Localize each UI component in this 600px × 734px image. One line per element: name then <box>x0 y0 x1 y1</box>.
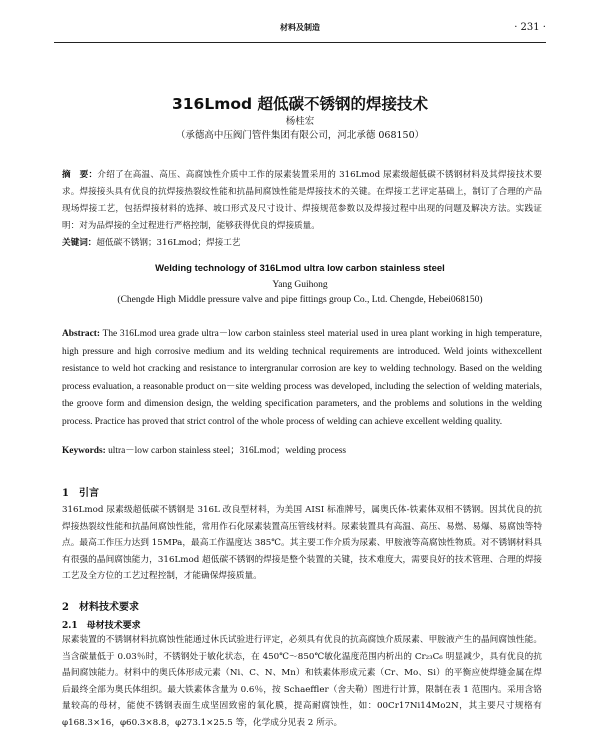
journal-section-title: 材料及制造 <box>280 23 320 32</box>
chinese-abstract <box>62 167 542 235</box>
chinese-keywords-text: 超低碳不锈钢；316Lmod；焊接工艺 <box>96 238 241 248</box>
english-abstract <box>62 326 542 432</box>
english-title: Welding technology of 316Lmod ultra low carbon stainless steel <box>155 263 445 274</box>
english-affiliation: (Chengde High Middle pressure valve and pipe fittings group Co., Ltd. Chengde, Hebei068150) <box>117 295 483 305</box>
chinese-author: 杨桂宏 <box>285 116 315 127</box>
introduction-paragraph: 316Lmod 尿素级超低碳不锈钢是 316L 改良型材料，为美国 AISI 标准牌号，属奥氏体-铁素体双相不锈钢。因其优良的抗焊接热裂纹性能和抗晶间腐蚀性能，常用作石化尿素装置高压管线材料。尿素装置具有高温、高压、易燃、易爆、易腐蚀等特点。最高工作压力达到 15MPa，最高工作温度达 385℃。其主要工作介质为尿素、甲胺液等高腐蚀性物质。对不锈钢材料具有很强的晶间腐蚀能力，316Lmod 超低碳不锈钢的焊接是整个装置的关键，技术难度大，需要良好的技术管理、合理的焊接工艺及全方位的工艺过程控制，才能确保焊接质量。 <box>62 505 542 582</box>
page-number: · 231 · <box>514 22 546 33</box>
english-keywords-label: Keywords: <box>62 446 106 456</box>
chinese-abstract-label: 摘 要： <box>62 170 98 180</box>
running-header <box>54 22 546 40</box>
section-heading-introduction: 1 引言 <box>62 488 99 499</box>
section-heading-materials: 2 材料技术要求 <box>62 602 139 613</box>
chinese-title: 316Lmod 超低碳不锈钢的焊接技术 <box>171 95 429 113</box>
subsection-heading-base-metal: 2.1 母材技术要求 <box>62 621 141 631</box>
chinese-abstract-text: 介绍了在高温、高压、高腐蚀性介质中工作的尿素装置采用的 316Lmod 尿素级超低碳不锈钢材料及其焊接技术要求。焊接接头具有优良的抗焊接热裂纹性能和抗晶间腐蚀性能是焊接技术的关键。在焊接工艺评定基础上，制订了合理的产品现场焊接工艺，包括焊接材料的选择、坡口形式及尺寸设计、焊接规范参数以及焊接过程中出现的问题及解决方法。实践证明：对为品焊接的全过程进行严格控制，能够获得优良的焊接质量。 <box>62 170 542 231</box>
chinese-keywords <box>62 236 542 248</box>
materials-paragraph: 尿素装置的不锈钢材料抗腐蚀性能通过休氏试验进行评定，必须具有优良的抗高腐蚀介质尿素、甲胺液产生的晶间腐蚀性能。当含碳量低于 0.03％时，不锈钢处于敏化状态，在 450℃～850℃敏化温度范围内析出的 Cr₂₃C₆ 明显减少，具有优良的抗晶间腐蚀能力。材料中的奥氏体形成元素（Ni、C、N、Mn）和铁素体形成元素（Cr、Mo、Si）的平衡应使焊缝金属在焊后最终全部为奥氏体组织。最大铁素体含量为 0.6％，按 Schaeffler（舍夫勒）图进行计算，限制在表 1 范围内。采用含铬量较高的母材，能使不锈钢表面生成坚固致密的氧化膜，提高耐腐蚀性，如：00Cr17Ni14Mo2N，其主要尺寸规格有 φ168.3×16，φ60.3×8.8，φ273.1×25.5 等，化学成分见表 2 所示。 <box>62 635 542 728</box>
english-keywords <box>62 442 542 456</box>
header-rule <box>54 42 546 43</box>
english-abstract-text: The 316Lmod urea grade ultra－low carbon stainless steel material used in urea plant working in high temperature, high pressure and high corrosive medium and its welding technical requirements are introduced. Weld joints withexcellent resistance to weld hot cracking and resistance to intergranular corrosion are key to welding technology. Based on the welding process evaluation, a reasonable product on－site welding process was developed, including the selection of welding materials, the groove form and dimension design, the welding specification parameters, and the problems and solutions in the welding process. Practice has proved that strict control of the whole process of welding can achieve excellent welding quality. <box>62 329 542 427</box>
english-keywords-text: ultra－low carbon stainless steel；316Lmod；welding process <box>108 446 347 456</box>
chinese-affiliation: （承德高中压阀门管件集团有限公司，河北承德 068150） <box>175 130 425 141</box>
chinese-keywords-label: 关键词： <box>62 238 97 248</box>
english-abstract-label: Abstract: <box>62 329 101 339</box>
english-author: Yang Guihong <box>272 280 328 290</box>
